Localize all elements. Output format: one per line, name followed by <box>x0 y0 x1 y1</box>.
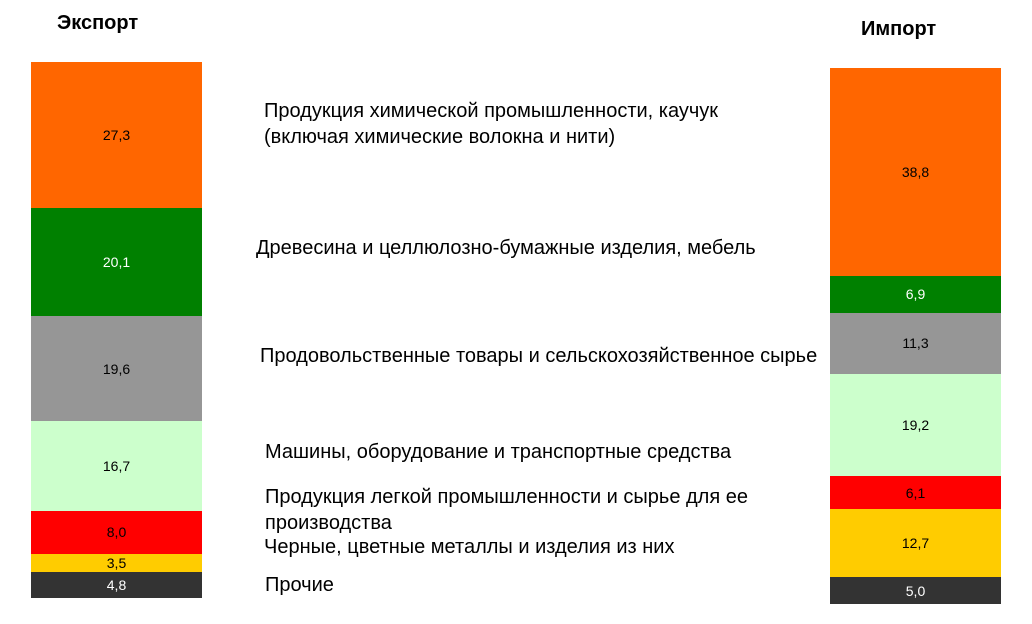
bar-segment-import-machinery <box>830 374 1001 477</box>
bar-segment-import-food <box>830 313 1001 374</box>
category-label-chemical: Продукция химической промышленности, каучук (включая химические волокна и нити) <box>264 100 719 148</box>
data-label: 27,3 <box>102 127 131 144</box>
category-label-light-industry: Продукция легкой промышленности и сырье для ее производства <box>265 486 748 534</box>
import-stacked-bar <box>830 68 1001 604</box>
import-title: Импорт <box>861 18 937 40</box>
category-label-machinery: Машины, оборудование и транспортные средства <box>265 441 732 463</box>
data-label: 20,1 <box>102 254 131 271</box>
bar-segment-export-wood <box>31 208 202 316</box>
bar-segment-export-metals <box>31 554 202 573</box>
bar-segment-export-chemical <box>31 62 202 208</box>
data-label: 12,7 <box>901 535 930 552</box>
bar-segment-import-wood <box>830 276 1001 313</box>
data-label: 19,2 <box>901 416 930 433</box>
data-label: 6,9 <box>905 286 926 303</box>
bar-segment-export-food <box>31 316 202 421</box>
bar-segment-import-other <box>830 577 1001 604</box>
category-label-other: Прочие <box>265 574 334 596</box>
data-label: 4,8 <box>106 577 127 594</box>
export-title: Экспорт <box>57 12 139 34</box>
bar-segment-export-light-industry <box>31 511 202 554</box>
data-label: 8,0 <box>106 524 127 541</box>
bar-segment-import-light-industry <box>830 476 1001 509</box>
data-label: 38,8 <box>901 163 930 180</box>
bar-segment-import-metals <box>830 509 1001 577</box>
bar-segment-import-chemical <box>830 68 1001 276</box>
category-label-wood: Древесина и целлюлозно-бумажные изделия, мебель <box>256 237 756 259</box>
data-label: 3,5 <box>106 554 127 571</box>
data-label: 6,1 <box>905 484 926 501</box>
data-label: 16,7 <box>102 457 131 474</box>
data-label: 19,6 <box>102 360 131 377</box>
data-label: 11,3 <box>902 335 929 352</box>
bar-segment-export-other <box>31 572 202 598</box>
data-label: 5,0 <box>905 582 926 599</box>
category-label-metals: Черные, цветные металлы и изделия из них <box>264 536 675 558</box>
export-stacked-bar <box>31 62 202 598</box>
bar-segment-export-machinery <box>31 421 202 511</box>
category-label-food: Продовольственные товары и сельскохозяйственное сырье <box>260 345 818 367</box>
